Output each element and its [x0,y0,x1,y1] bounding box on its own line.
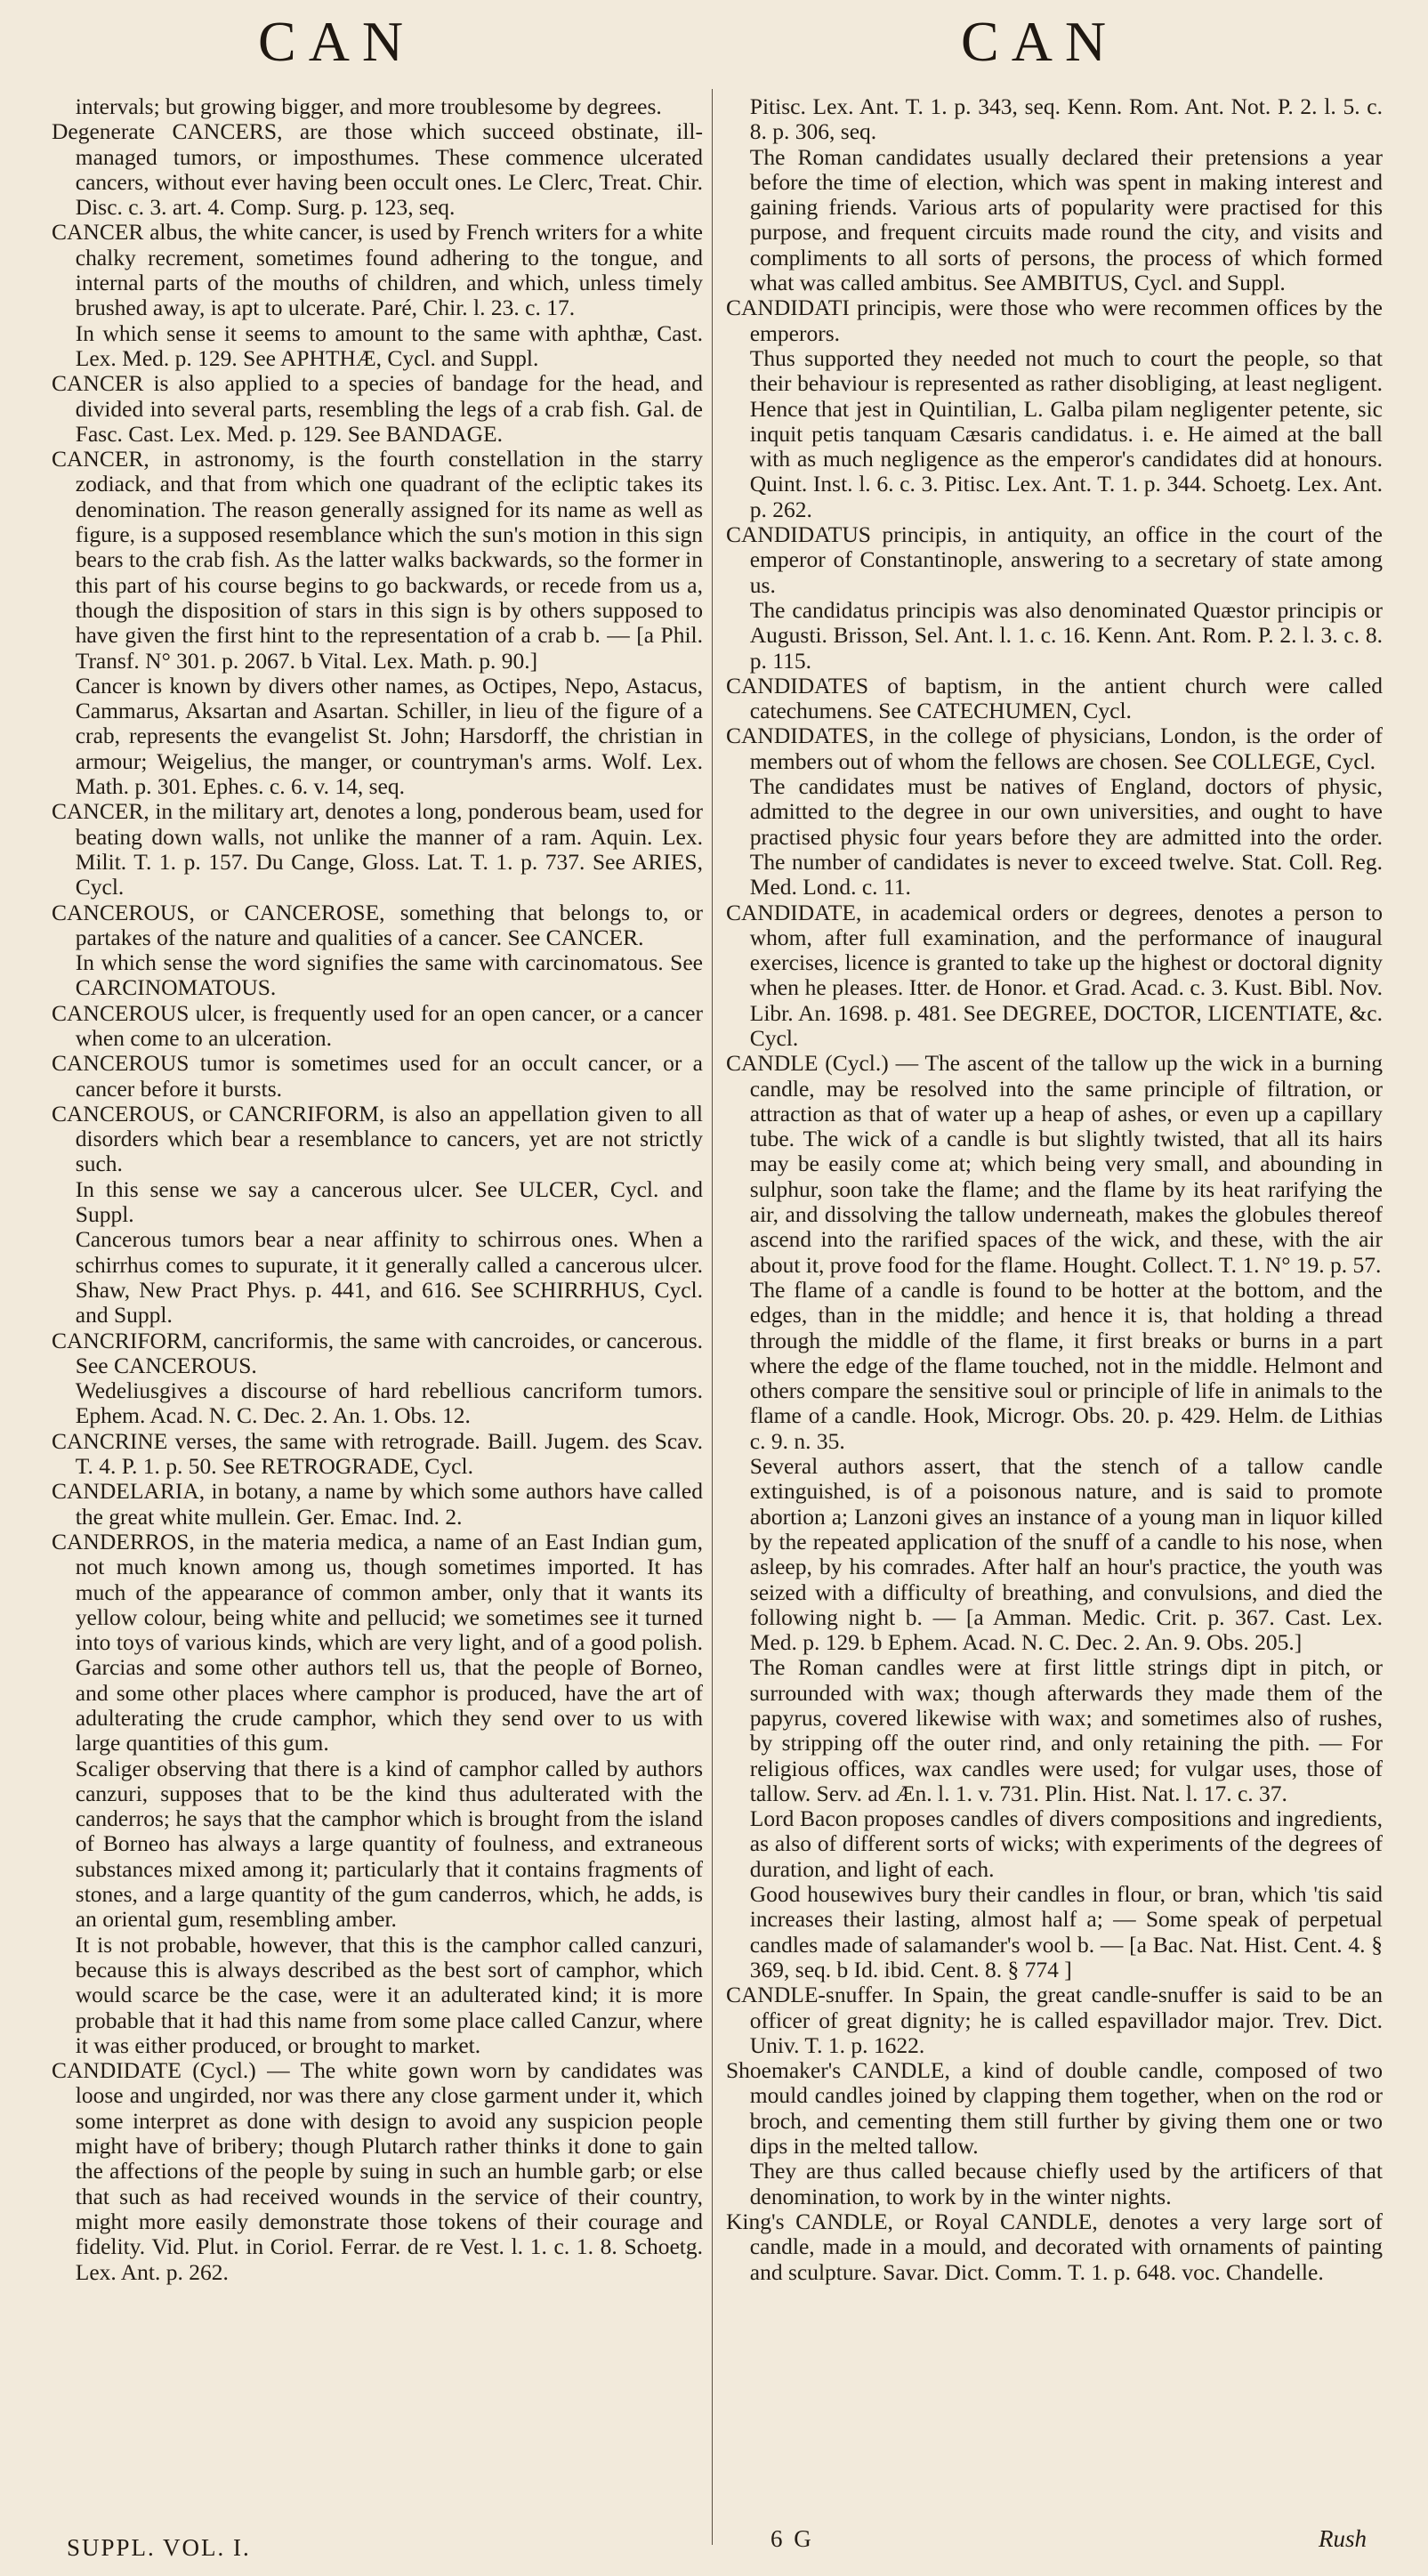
dictionary-entry: Cancer is known by divers other names, as Octipes, Nepo, Astacus, Cammarus, Aksartan and Asartan. Schiller, in lieu of the figure of a crab, represents the evangelist St. John; Harsdorff, the christian in armour; Weigelius, the manger, or countryman's arms. Wolf. Lex. Math. p. 301. Ephes. c. 6. v. 14, seq. [75,672,703,800]
dictionary-entry: CANCEROUS ulcer, is frequently used for an open cancer, or a cancer when come to an ulceration. [52,999,703,1051]
dictionary-entry: They are thus called because chiefly used by the artificers of that denomination, to work by in the winter nights. [749,2158,1383,2209]
column-divider [712,89,713,2545]
dictionary-entry: CANDLE (Cycl.) — The ascent of the tallow up the wick in a burning candle, may be resolved into the same principle of filtration, or attraction as that of water up a heap of ashes, or even up a capillary tube. The wick of a candle is but slightly twisted, that all its hairs may be easily come at; which being very small, and abounding in sulphur, soon take the flame; and the flame by its heat rarifying the air, and dissolving the tallow underneath, makes the globules thereof ascend into the rarified spaces of the wick, and these, with the air about it, prove food for the flame. Hought. Collect. T. 1. N° 19. p. 57. [726,1050,1383,1278]
dictionary-entry: CANCER is also applied to a species of bandage for the head, and divided into several parts, resembling the legs of a crab fish. Gal. de Fasc. Cast. Lex. Med. p. 129. See BANDAGE. [52,370,703,447]
dictionary-entry: CANDIDATE, in academical orders or degrees, denotes a person to whom, after full examination, and the performance of inaugural exercises, licence is granted to take up the highest or doctoral dignity when he pleases. Itter. de Honor. et Grad. Acad. c. 3. Kust. Bibl. Nov. Libr. An. 1698. p. 481. See DEGREE, DOCTOR, LICENTIATE, &c. Cycl. [726,899,1383,1051]
dictionary-entry: Shoemaker's CANDLE, a kind of double candle, composed of two mould candles joined by clapping them together, when on the rod or broch, and cementing them still further by giving them one or two dips in the melted tallow. [726,2057,1383,2160]
dictionary-entry: CANDLE-snuffer. In Spain, the great candle-snuffer is said to be an officer of great dignity; he is called espavillador major. Trev. Dict. Univ. T. 1. p. 1622. [726,1982,1383,2058]
dictionary-entry: Thus supported they needed not much to court the people, so that their behaviour is represented as rather disobliging, at least negligent. Hence that jest in Quintilian, L. Galba pilam negligenter petente, sic inquit petis tanquam Cæsaris candidatus. i. e. He aimed at the ball with as much negligence as the emperor's candidates did at honours. Quint. Inst. l. 6. c. 3. Pitisc. Lex. Ant. T. 1. p. 344. Schoetg. Lex. Ant. p. 262. [749,344,1383,522]
running-head-left: CAN [258,10,416,73]
volume-footer: SUPPL. VOL. I. [67,2534,251,2561]
dictionary-entry: Scaliger observing that there is a kind of camphor called by authors canzuri, supposes that to be the kind thus adulterated with the canderros; he says that the camphor which is brought from the island of Borneo has always a large quantity of foulness, and extraneous substances mixed among it; particularly that it contains fragments of stones, and a large quantity of the gum canderros, which, he adds, is an oriental gum, resembling amber. [75,1755,703,1933]
dictionary-entry: CANCRINE verses, the same with retrograde. Baill. Jugem. des Scav. T. 4. P. 1. p. 50. See RETROGRADE, Cycl. [52,1427,703,1480]
dictionary-entry: CANCEROUS, or CANCEROSE, something that belongs to, or partakes of the nature and qualities of a cancer. See CANCER. [52,899,703,950]
dictionary-entry: In which sense it seems to amount to the same with aphthæ, Cast. Lex. Med. p. 129. See APHTHÆ, Cycl. and Suppl. [75,319,703,371]
dictionary-entry: Lord Bacon proposes candles of divers compositions and ingredients, as also of different sorts of wicks; with experiments of the degrees of duration, and light of each. [749,1805,1383,1882]
dictionary-entry: CANDELARIA, in botany, a name by which some authors have called the great white mullein. Ger. Emac. Ind. 2. [52,1478,703,1530]
catchword: Rush [1319,2525,1367,2552]
dictionary-entry: King's CANDLE, or Royal CANDLE, denotes a very large sort of candle, made in a mould, and decorated with ornaments of painting and sculpture. Savar. Dict. Comm. T. 1. p. 648. voc. Chandelle. [726,2208,1383,2285]
dictionary-entry: CANDIDATES of baptism, in the antient church were called catechumens. See CATECHUMEN, Cycl. [726,672,1383,724]
dictionary-entry: The candidatus principis was also denominated Quæstor principis or Augusti. Brisson, Sel. Ant. l. 1. c. 16. Kenn. Ant. Rom. P. 2. l. 3. c. 8. p. 115. [749,596,1383,674]
dictionary-entry: Degenerate CANCERS, are those which succeed obstinate, ill-managed tumors, or imposthumes. These commence ulcerated cancers, without ever having been occult ones. Le Clerc, Treat. Chir. Disc. c. 3. art. 4. Comp. Surg. p. 123, seq. [52,118,703,221]
dictionary-entry: It is not probable, however, that this is the camphor called canzuri, because this is always described as the best sort of camphor, which would scarce be the case, were it an adulterated kind; it is more probable that it had this name from some place called Canzur, where it was either produced, or brought to market. [75,1931,703,2058]
dictionary-entry: Pitisc. Lex. Ant. T. 1. p. 343, seq. Kenn. Rom. Ant. Not. P. 2. l. 5. c. 8. p. 306, seq. [749,93,1383,145]
dictionary-entry: CANDIDATUS principis, in antiquity, an office in the court of the emperor of Constantinople, answering to a secretary of state among us. [726,521,1383,598]
dictionary-entry: CANDERROS, in the materia medica, a name of an East Indian gum, not much known among us, though sometimes imported. It has much of the appearance of common amber, only that it wants its yellow colour, being white and pellucid; we sometimes see it turned into toys of various kinds, which are very light, and of a good polish. Garcias and some other authors tell us, that the people of Borneo, and some other places where camphor is produced, have the art of adulterating the crude camphor, which they send over to us with large quantities of this gum. [52,1528,703,1756]
dictionary-entry: intervals; but growing bigger, and more troublesome by degrees. [75,93,662,119]
right-column [726,94,1383,2285]
dictionary-entry: The flame of a candle is found to be hotter at the bottom, and the edges, than in the middle; and hence it is, that holding a thread through the middle of the flame, it first breaks or burns in a part where the edge of the flame touched, not in the middle. Helmont and others compare the sensitive soul or principle of life in animals to the flame of a candle. Hook, Microgr. Obs. 20. p. 429. Helm. de Lithias c. 9. n. 35. [749,1276,1383,1454]
dictionary-entry: CANCER albus, the white cancer, is used by French writers for a white chalky recrement, sometimes found adhering to the tongue, and internal parts of the mouths of children, and which, unless timely brushed away, is apt to ulcerate. Paré, Chir. l. 23. c. 17. [52,219,703,321]
dictionary-entry: Several authors assert, that the stench of a tallow candle extinguished, is of a poisonous nature, and is said to promote abortion a; Lanzoni gives an instance of a young man in liquor killed by the repeated application of the snuff of a candle to his nose, when asleep, by his comrades. After half an hour's practice, the youth was seized with a difficulty of breathing, and convulsions, and died the following night b. — [a Amman. Medic. Crit. p. 367. Cast. Lex. Med. p. 129. b Ephem. Acad. N. C. Dec. 2. An. 9. Obs. 205.] [749,1453,1383,1656]
dictionary-entry: Good housewives bury their candles in flour, or bran, which 'tis said increases their lasting, almost half a; — Some speak of perpetual candles made of salamander's wool b. — [a Bac. Nat. Hist. Cent. 4. § 369, seq. b Id. ibid. Cent. 8. § 774 ] [749,1881,1383,1982]
dictionary-entry: CANDIDATI principis, were those who were recommen offices by the emperors. [726,295,1383,346]
dictionary-entry: The Roman candles were at first little strings dipt in pitch, or surrounded with wax; though afterwards they made them of the papyrus, covered likewise with wax; and sometimes also of rushes, by stripping off the outer rind, and only retaining the pith. — For religious offices, wax candles were used; for vulgar uses, those of tallow. Serv. ad Æn. l. 1. v. 731. Plin. Hist. Nat. l. 17. c. 37. [749,1654,1383,1806]
dictionary-entry: CANDIDATE (Cycl.) — The white gown worn by candidates was loose and ungirded, nor was there any close garment under it, which some interpret as done with design to avoid any suspicion people might have of bribery; though Plutarch rather thinks it done to gain the affections of the people by suing in such an humble garb; or else that such as had received wounds in the service of their country, might more easily demonstrate those tokens of their courage and fidelity. Vid. Plut. in Coriol. Ferrar. de re Vest. l. 1. c. 1. 8. Schoetg. Lex. Ant. p. 262. [52,2057,703,2285]
dictionary-entry: The Roman candidates usually declared their pretensions a year before the time of election, which was spent in making interest and gaining friends. Various arts of popularity were practised for this purpose, and frequent circuits made round the city, and visits and compliments to all sorts of persons, the process of which formed what was called ambitus. See AMBITUS, Cycl. and Suppl. [749,143,1383,296]
dictionary-entry: CANCEROUS, or CANCRIFORM, is also an appellation given to all disorders which bear a resemblance to cancers, yet are not strictly such. [52,1100,703,1177]
dictionary-entry: In which sense the word signifies the same with carcinomatous. See CARCINOMATOUS. [75,949,703,1001]
dictionary-entry: CANCRIFORM, cancriformis, the same with cancroides, or cancerous. See CANCEROUS. [52,1327,703,1378]
running-head-right: CAN [961,10,1119,73]
dictionary-entry: CANCER, in astronomy, is the fourth constellation in the starry zodiack, and that from which one quadrant of the ecliptic takes its denomination. The reason generally assigned for its name as well as figure, is a supposed resemblance which the sun's motion in this sign bears to the crab fish. As the latter walks backwards, so the former in this part of his course begins to go backwards, or recede from us a, though the disposition of stars in this sign is by others supposed to have given the first hint to the representation of a crab b. — [a Phil. Transf. N° 301. p. 2067. b Vital. Lex. Math. p. 90.] [52,446,703,674]
dictionary-entry: CANCER, in the military art, denotes a long, ponderous beam, used for beating down walls, not unlike the manner of a ram. Aquin. Lex. Milit. T. 1. p. 157. Du Cange, Gloss. Lat. T. 1. p. 737. See ARIES, Cycl. [52,798,703,900]
left-column [52,94,703,2285]
signature-mark: 6 G [770,2525,814,2552]
dictionary-entry: Cancerous tumors bear a near affinity to schirrous ones. When a schirrhus comes to supurate, it it generally called a cancerous ulcer. Shaw, New Pract Phys. p. 441, and 616. See SCHIRRHUS, Cycl. and Suppl. [75,1226,703,1328]
dictionary-entry: The candidates must be natives of England, doctors of physic, admitted to the degree in our own universities, and ought to have practised physic four years before they are admitted into the order. The number of candidates is never to exceed twelve. Stat. Coll. Reg. Med. Lond. c. 11. [749,773,1383,900]
dictionary-entry: CANCEROUS tumor is sometimes used for an occult cancer, or a cancer before it bursts. [52,1050,703,1102]
dictionary-entry: CANDIDATES, in the college of physicians, London, is the order of members out of whom the fellows are chosen. See COLLEGE, Cycl. [726,723,1383,774]
dictionary-entry: Wedeliusgives a discourse of hard rebellious cancriform tumors. Ephem. Acad. N. C. Dec. 2. An. 1. Obs. 12. [75,1377,703,1429]
dictionary-entry: In this sense we say a cancerous ulcer. See ULCER, Cycl. and Suppl. [75,1175,703,1228]
